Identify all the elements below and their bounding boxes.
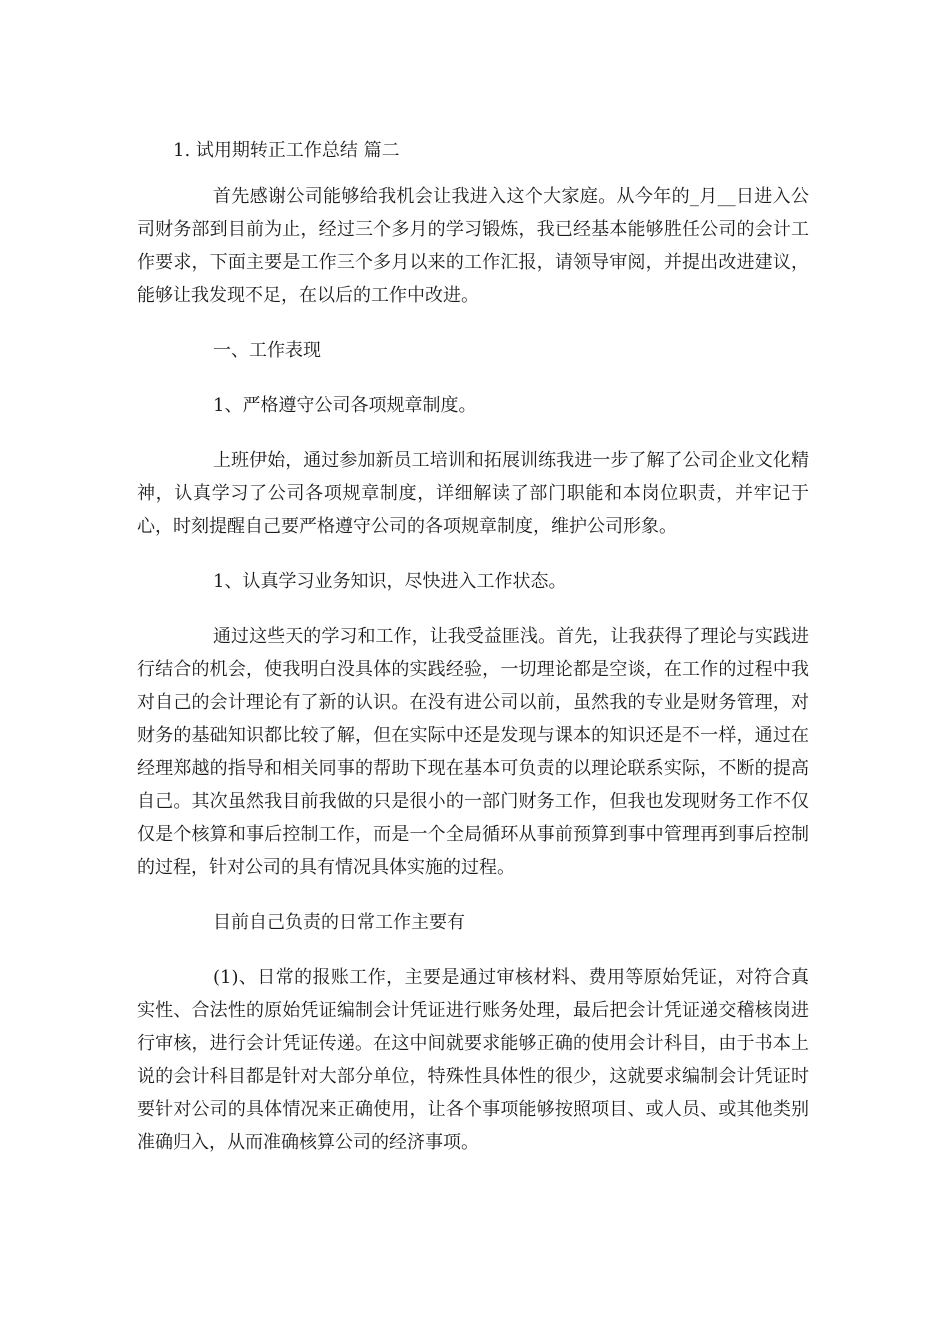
document-body [137, 136, 809, 1181]
paragraph-daily-work: (1)、日常的报账工作，主要是通过审核材料、费用等原始凭证，对符合真实性、合法性的原始凭证编制会计凭证进行账务处理，最后把会计凭证递交稽核岗进行审核，进行会计凭证传递。在这中间就要求能够正确的使用会计科目，由于书本上说的会计科目都是针对大部分单位，特殊性具体性的很少，这就要求编制会计凭证时要针对公司的具体情况来正确使用，让各个事项能够按照项目、或人员、或其他类别准确归入，从而准确核算公司的经济事项。 [137, 967, 809, 1153]
subheading-rules: 1、严格遵守公司各项规章制度。 [213, 395, 477, 416]
document-title: 1. 试用期转正工作总结 篇二 [173, 140, 400, 161]
subheading-daily-work: 目前自己负责的日常工作主要有 [213, 912, 465, 933]
paragraph-intro: 首先感谢公司能够给我机会让我进入这个大家庭。从今年的_月__日进入公司财务部到目前为止，经过三个多月的学习锻炼，我已经基本能够胜任公司的会计工作要求，下面主要是工作三个多月以来的工作汇报，请领导审阅，并提出改进建议，能够让我发现不足，在以后的工作中改进。 [137, 186, 809, 306]
section-heading-work-performance: 一、工作表现 [213, 340, 321, 361]
paragraph-learning: 通过这些天的学习和工作，让我受益匪浅。首先，让我获得了理论与实践进行结合的机会，使我明白没具体的实践经验，一切理论都是空谈，在工作的过程中我对自己的会计理论有了新的认识。在没有进公司以前，虽然我的专业是财务管理，对财务的基础知识都比较了解，但在实际中还是发现与课本的知识还是不一样，通过在经理郑越的指导和相关同事的帮助下现在基本可负责的以理论联系实际，不断的提高自己。其次虽然我目前我做的只是很小的一部门财务工作，但我也发现财务工作不仅仅是个核算和事后控制工作，而是一个全局循环从事前预算到事中管理再到事后控制的过程，针对公司的具有情况具体实施的过程。 [137, 626, 809, 878]
paragraph-rules: 上班伊始，通过参加新员工培训和拓展训练我进一步了解了公司企业文化精神，认真学习了公司各项规章制度，详细解读了部门职能和本岗位职责，并牢记于心，时刻提醒自己要严格遵守公司的各项规章制度，维护公司形象。 [137, 450, 809, 537]
subheading-learning: 1、认真学习业务知识，尽快进入工作状态。 [213, 571, 567, 592]
